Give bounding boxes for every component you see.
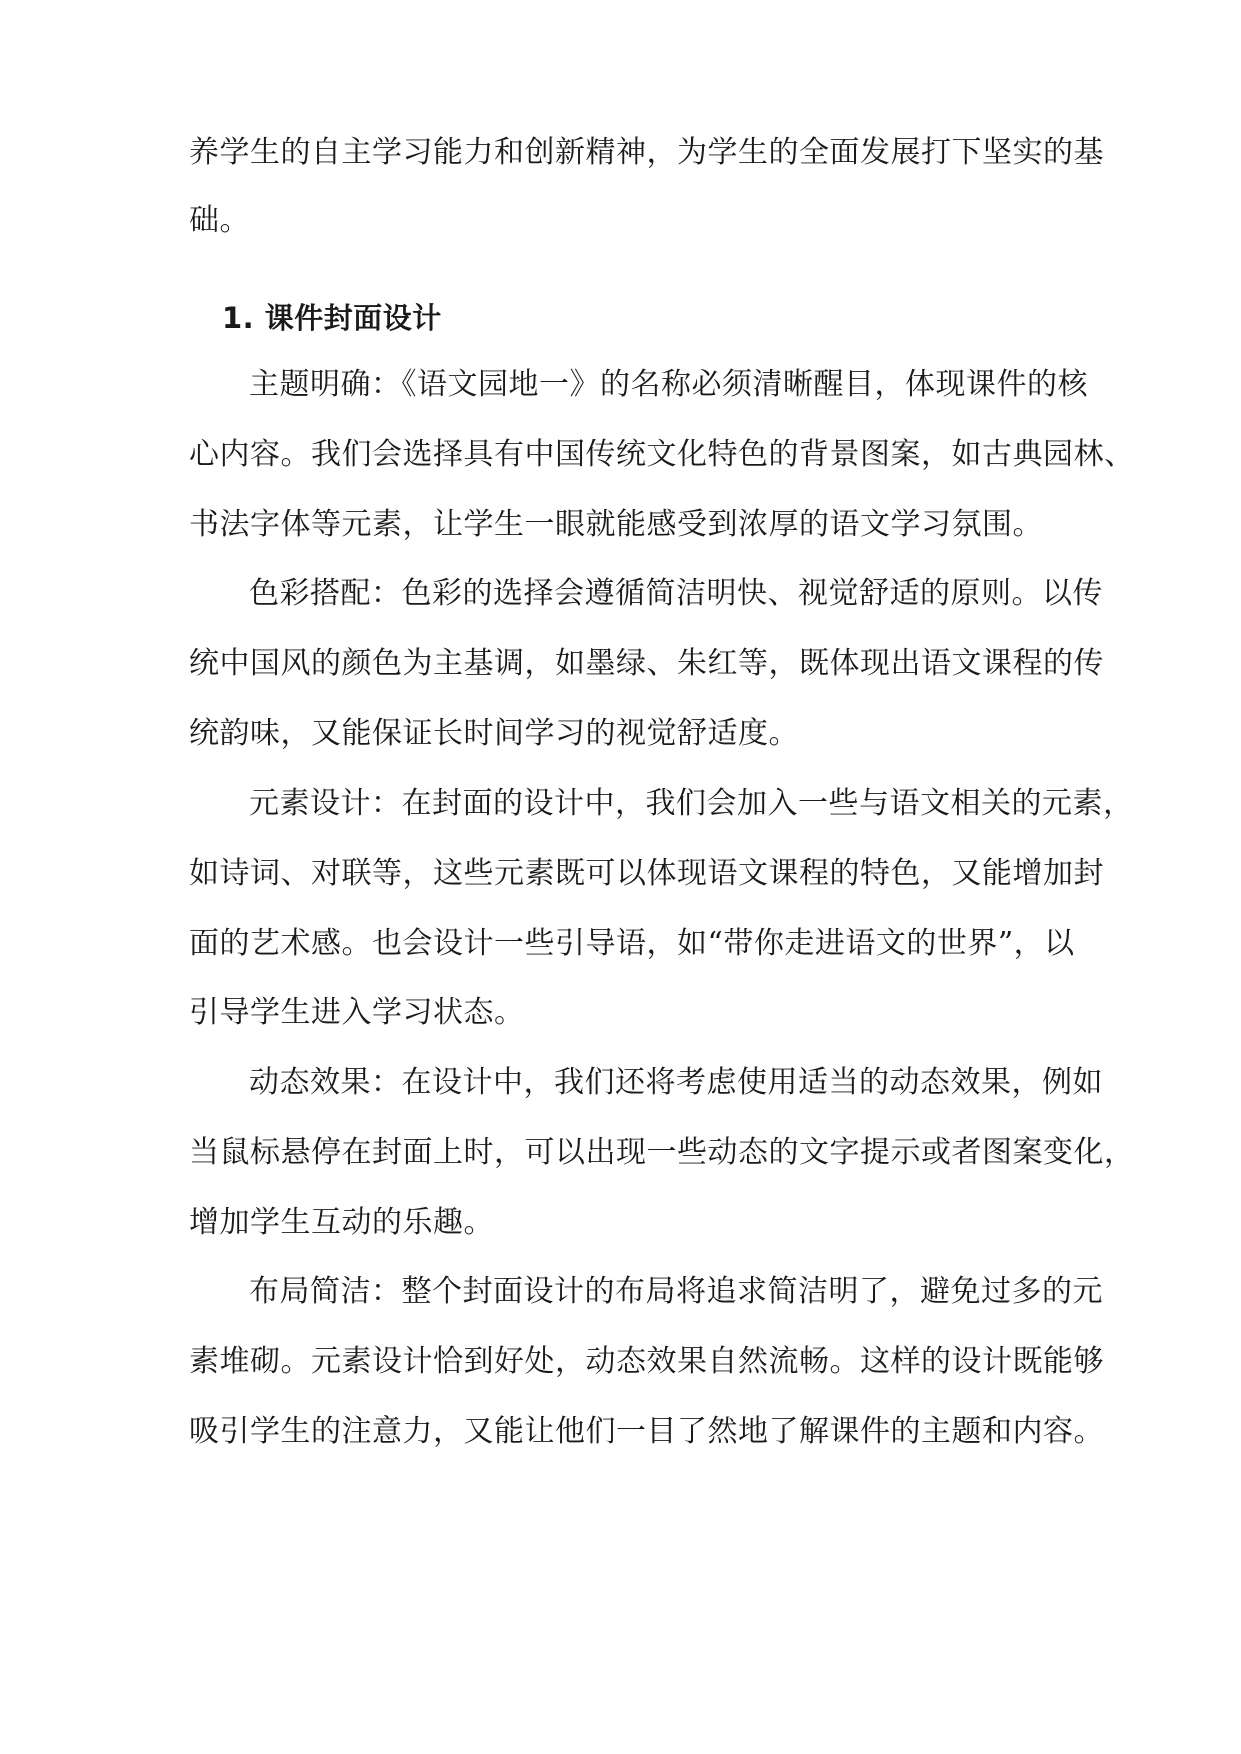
paragraph-layout-line-1: 布局简洁：整个封面设计的布局将追求简洁明了，避免过多的元	[249, 1274, 1103, 1309]
paragraph-color-line-1: 色彩搭配：色彩的选择会遵循简洁明快、视觉舒适的原则。以传	[249, 576, 1103, 611]
paragraph-continuation-line: 养学生的自主学习能力和创新精神，为学生的全面发展打下坚实的基	[189, 135, 1104, 170]
paragraph-motion-line-1: 动态效果：在设计中，我们还将考虑使用适当的动态效果，例如	[249, 1065, 1103, 1100]
paragraph-elements-line-1: 元素设计：在封面的设计中，我们会加入一些与语文相关的元素，	[249, 786, 1134, 821]
paragraph-motion-line-2: 当鼠标悬停在封面上时，可以出现一些动态的文字提示或者图案变化，	[189, 1135, 1135, 1170]
paragraph-color-line-3: 统韵味，又能保证长时间学习的视觉舒适度。	[189, 716, 799, 751]
paragraph-elements-line-2: 如诗词、对联等，这些元素既可以体现语文课程的特色，又能增加封	[189, 856, 1104, 891]
paragraph-layout-line-2: 素堆砌。元素设计恰到好处，动态效果自然流畅。这样的设计既能够	[189, 1344, 1104, 1379]
paragraph-theme-line-1: 主题明确：《语文园地一》的名称必须清晰醒目，体现课件的核	[249, 367, 1088, 402]
paragraph-theme-line-3: 书法字体等元素，让学生一眼就能感受到浓厚的语文学习氛围。	[189, 507, 1043, 542]
paragraph-layout-line-3: 吸引学生的注意力，又能让他们一目了然地了解课件的主题和内容。	[189, 1414, 1104, 1449]
paragraph-motion-line-3: 增加学生互动的乐趣。	[189, 1205, 494, 1240]
paragraph-color-line-2: 统中国风的颜色为主基调，如墨绿、朱红等，既体现出语文课程的传	[189, 646, 1104, 681]
paragraph-theme-line-2: 心内容。我们会选择具有中国传统文化特色的背景图案，如古典园林、	[189, 437, 1135, 472]
section-heading: 1. 课件封面设计	[222, 301, 442, 335]
paragraph-continuation-end: 础。	[189, 203, 250, 238]
paragraph-elements-line-4: 引导学生进入学习状态。	[189, 995, 525, 1030]
paragraph-elements-line-3: 面的艺术感。也会设计一些引导语，如“带你走进语文的世界”，以	[189, 926, 1075, 961]
